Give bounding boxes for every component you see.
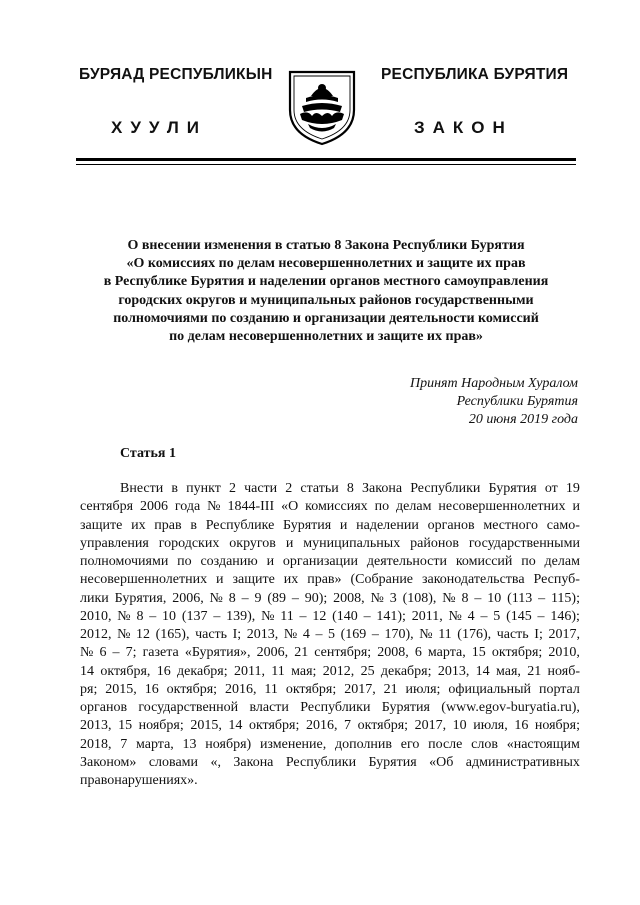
adoption-date: 20 июня 2019 года xyxy=(468,412,578,427)
body-line: Внести в пункт 2 части 2 статьи 8 Закона Республики Бурятия от 19 xyxy=(120,481,580,496)
body-line: ря; 2015, 16 октября; 2016, 11 октября; 2017, 21 июля; официальный портал xyxy=(80,681,580,697)
law-title xyxy=(70,237,582,346)
body-line: лики Бурятия, 2006, № 8 – 9 (89 – 90); 2008, № 3 (108), № 8 – 10 (113 – 115); xyxy=(80,590,580,606)
body-line: сентября 2006 года № 1844-III «О комиссиях по делам несовершеннолетних и xyxy=(80,499,580,515)
header-left-republic: БУРЯАД РЕСПУБЛИКЫН xyxy=(79,66,273,83)
body-line: правонарушениях». xyxy=(80,773,198,788)
header-left-doctype: ХУУЛИ xyxy=(111,118,207,137)
body-line: № 6 – 7; газета «Бурятия», 2006, 21 сентября; 2008, 6 марта, 15 октября; 2010, xyxy=(80,645,580,661)
title-line: полномочиями по созданию и организации деятельности комиссий xyxy=(113,310,539,326)
body-line: органов государственной власти Республики Бурятия (www.egov-buryatia.ru), xyxy=(80,700,580,715)
title-line: в Республике Бурятия и наделении органов местного самоуправления xyxy=(103,274,549,290)
body-line: управления городских округов и муниципальных районов государственными xyxy=(80,535,580,551)
header-rule-thin xyxy=(76,164,576,165)
header-rule-thick xyxy=(76,158,576,161)
title-line: «О комиссиях по делам несовершеннолетних и защите их прав xyxy=(126,256,526,272)
body-line: Законом» словами «, Закона Республики Бурятия «Об административных xyxy=(80,754,580,770)
body-line: 14 октября, 16 декабря; 2011, 11 мая; 2012, 25 декабря; 2013, 14 мая, 21 нояб- xyxy=(80,663,580,679)
title-line: городских округов и муниципальных районов государственными xyxy=(118,292,534,308)
title-line: О внесении изменения в статью 8 Закона Республики Бурятия xyxy=(127,238,525,253)
title-line: по делам несовершеннолетних и защите их прав» xyxy=(169,329,483,345)
header-right-republic: РЕСПУБЛИКА БУРЯТИЯ xyxy=(381,66,569,83)
adoption-note xyxy=(410,375,578,429)
body-line: защите их прав в Республике Бурятия и наделении органов местного само- xyxy=(80,517,580,533)
adoption-line: Республики Бурятия xyxy=(456,394,578,409)
body-line: 2010, № 8 – 10 (137 – 139), № 11 – 12 (140 – 141); 2011, № 4 – 5 (145 – 146); xyxy=(80,608,580,624)
body-line: несовершеннолетних и защите их прав» (Собрание законодательства Респуб- xyxy=(80,572,580,588)
adoption-line: Принят Народным Хуралом xyxy=(409,376,578,391)
body-line: 2018, 7 марта, 13 ноября) изменение, дополнив его после слов «настоящим xyxy=(80,736,580,752)
article-heading: Статья 1 xyxy=(120,446,176,461)
article-body xyxy=(80,480,580,790)
body-line: 2013, 15 ноября; 2015, 14 октября; 2016, 7 октября; 2017, 10 июля, 16 ноября; xyxy=(80,718,580,734)
header-right-doctype: ЗАКОН xyxy=(414,118,513,137)
body-line: 2012, № 12 (165), часть I; 2013, № 4 – 5 (169 – 170), № 11 (176), часть I; 2017, xyxy=(80,627,580,642)
body-line: полномочиями по созданию и организации деятельности комиссий по делам xyxy=(80,554,580,569)
buryatia-coat-of-arms-icon xyxy=(286,66,358,146)
